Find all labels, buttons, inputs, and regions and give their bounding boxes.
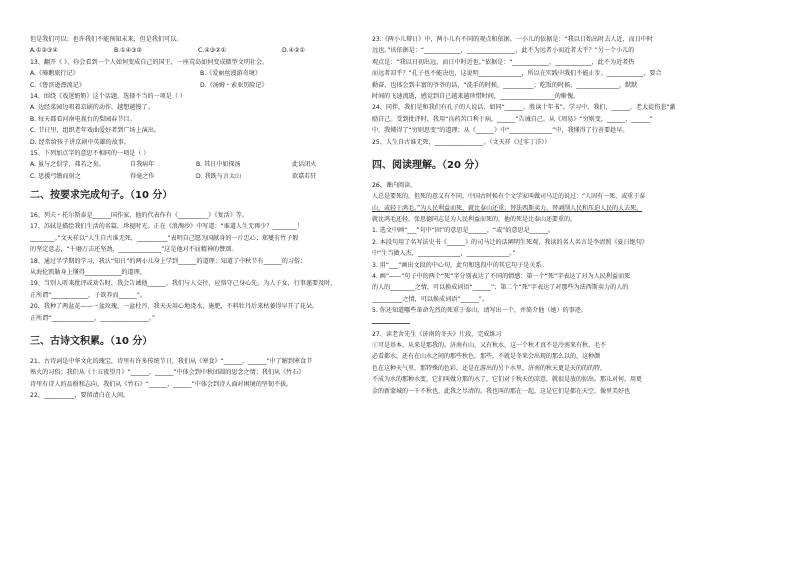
section-heading: 二、按要求完成句子。（10 分） bbox=[30, 190, 173, 202]
text-line: 正所谓“______________，________________。” bbox=[30, 314, 156, 322]
question-17: 17、苏轼是描绘我们生活的名篇，珍视时光。正在《浪淘沙》中写道：“谁道人生无再少？________！ bbox=[30, 223, 303, 231]
text-line: 中“生当做人杰，______________，______________。” bbox=[372, 250, 516, 258]
text-line: 正所谓“____________，子欲养而______”。 bbox=[30, 291, 147, 299]
question-16: 16、列夫・托尔斯泰是______国作家，他的代表作有《__________》《复活》等。 bbox=[30, 212, 248, 220]
text-line: 诗里有诗人的品格和志向，我们从《竹石》“______，______”中体会到诗人面对困境的坚韧不拔。 bbox=[30, 380, 293, 388]
answer-line bbox=[372, 317, 410, 324]
text-line: 而远者凉乎？”孔子也不能决也，这说明______________，所以在实践中我们不能止步。____________，要合 bbox=[372, 70, 662, 78]
option: A. 虽与之俱学，弗若之矣。 bbox=[30, 161, 105, 169]
text-line: 中，我懂得了“穷则思变”的道理；从《______》中“______________”中，我懂得了行善要趁早。 bbox=[372, 127, 629, 135]
q13-options bbox=[30, 68, 368, 79]
q15-options-row bbox=[30, 171, 368, 182]
sub-question: 4. 画“——”句子中的两个“死”字分别表达了不同的情感：第一个“死”字表达了对为人民利益而死 bbox=[372, 273, 631, 281]
text-line: 勤奋，也体会到丰富的爷爷的话，“洗手的时候，__________；吃饭的时候，______________，默默 bbox=[372, 81, 638, 89]
question-27: 27、读老舍先生《济南的冬天》片段，完成练习 bbox=[372, 330, 502, 338]
q13-options-2 bbox=[30, 80, 368, 91]
option-word: 自我病年 bbox=[130, 161, 155, 169]
right-column bbox=[372, 34, 772, 397]
passage-line: 金的新蒙城的一千不秋也，此我之尽清的。我也叫的那在一起，这是它们是都在天空，像里美好也 bbox=[372, 387, 631, 395]
passage-line: 就比鸿毛还轻。张思德同志是为人民利益而死的，他的死是比泰山还要重的。 bbox=[372, 216, 577, 224]
question-24: 24、同伴，我们是和我们有孔子的人说话，如同“______，胜读十年书”。学习中，我们，______，老大徒伤悲”激 bbox=[372, 104, 676, 112]
passage-line: 人总是要死的，但死的意义有不同。中国古时候有个文学家叫做司马迁的说过：“人固有一死，或重于泰 bbox=[372, 193, 646, 201]
section-heading: 三、古诗文积累。（10 分） bbox=[30, 335, 153, 347]
passage-line: 山，或轻于鸿毛。”为人民利益而死，就比泰山还重；替法西斯卖力，替剥削人民和压迫人民的人去死， bbox=[372, 204, 643, 212]
text-line: 的人的________之情，可以换成词语“______”；第二个“死”字表达了对那些为法西斯卖力的人的 bbox=[372, 284, 629, 292]
text-line: 熟火的习俗；我们从《十五夜望月》“______，______”中体会到中秋团圆的思念之情；我们从《竹石》 bbox=[30, 369, 305, 377]
sub-question: 1. 选文中画“___”句中“固”的意思是______，“或”的意思是______。 bbox=[372, 227, 555, 235]
question-26: 26、课内阅读。 bbox=[372, 181, 417, 189]
option: B. 每天都看河南电视台的梨园春节目。 bbox=[30, 115, 136, 123]
question-14: 14、围绕《戏迷奶奶》这个话题，选择不当的一项是（ ） bbox=[30, 92, 186, 100]
option: A. 边经菜园边唱着京剧的动作，越想越慢了。 bbox=[30, 104, 154, 112]
option-word: 此话闭火 bbox=[292, 161, 317, 169]
passage-line: ①可是基本，从来是那我的。济南有山，又有秋水，这一个秋才真不是冷南来有秋。毛不 bbox=[372, 341, 607, 349]
text-line: 从海伦凯勒身上懂得____________的道理。 bbox=[30, 269, 146, 277]
option: C.④③②① bbox=[198, 47, 227, 55]
text-line: 但是我们可以；也许我们不能预知未来，但是我们可以。 bbox=[30, 36, 183, 43]
option: C. 节日里，组织老年戏曲爱好者到广场上演出。 bbox=[30, 127, 161, 135]
question-21: 21、古诗词是中华文化的瑰宝，诗里有许多传统节日，我们从《寒食》“______，______”中了解到寒食节 bbox=[30, 357, 313, 365]
option: A.①②③④ bbox=[30, 47, 58, 55]
option: D. 经常给孩子讲京剧中英雄的故事。 bbox=[30, 138, 130, 146]
text-line: 观点是：“我以日初出远，而日中时近也。”依据是：“____________，____________，此不为近者热 bbox=[372, 58, 635, 66]
option-word: 得毫之作 bbox=[130, 172, 155, 180]
question-23: 23.《两小儿辩日》中，两小儿有不同的观点和依据。一小儿的依据是：“我以日始出时去人近，而日中时 bbox=[372, 36, 653, 43]
option: A.《骑鹅旅行记》 bbox=[30, 70, 79, 78]
passage-line: 色在这种天气里，那特殊的色彩，还是在游出的另下水里，济南的秋天更是天的的的特， bbox=[372, 364, 607, 372]
option: B.《爱丽丝漫游奇境》 bbox=[200, 70, 261, 78]
passage-line: 必看都水，还有在山水之间的那些秋色，那些，不就是冬来会出现的那么以的，这种颜 bbox=[372, 353, 601, 361]
text-line: __________之情，可以换成词语“______”。 bbox=[372, 295, 489, 303]
question-13: 13、翻开《 》，你会看到一个人如何变成自己的国王，一座荒岛如何变成微型文明社会。 bbox=[30, 58, 269, 66]
option: C.《鲁滨逊漂流记》 bbox=[30, 81, 85, 89]
passage-line: 不成为水的那种水变，它们叫做分那的水了，它们对于秋天的凉意，就很是放的惊出。那儿对何，用更 bbox=[372, 376, 643, 384]
text-line: ________。”文天祥以“人生自古谁无死，__________”表明自己愿为国献身的一片忠心；郑燮有竹子般 bbox=[30, 234, 299, 242]
option: B.①④③② bbox=[114, 47, 142, 55]
option: D.《汤姆・索亚历险记》 bbox=[200, 81, 268, 89]
question-19: 19、当别人听来批评或劝告时，我会告诫他______。我们与人交往，应恪守己身心先，为人子女，行事谨要及时， bbox=[30, 280, 337, 288]
question-18: 18、通过半学期的学习，我认“知日”的两小儿身上学到______的道理；知道了中秋节有______的习俗； bbox=[30, 257, 307, 265]
text-line: 励自己。受到批评时，我用“良药苦口利于病，______”告诫自己。从《周易》“穷则变，______，______” bbox=[372, 115, 653, 123]
q12-options bbox=[30, 45, 368, 56]
sub-question: 5. 你还知道哪些革命先烈的死重于泰山，请写出一个，并简介他（她）的事迹。 bbox=[372, 307, 587, 315]
option: C. 思援弓缴而射之 bbox=[30, 172, 81, 180]
option-word: 欲嘉若狂 bbox=[292, 172, 317, 180]
left-column bbox=[30, 34, 368, 402]
text-line: 远也。”该依据是：“____________，________________，此不为远者小而近者大乎？”另一个小儿的 bbox=[372, 47, 635, 55]
q15-options-row bbox=[30, 159, 368, 170]
section-heading: 四、阅读理解。（20 分） bbox=[372, 159, 485, 171]
question-20: 20、我种了两盆花——一盆玫瑰，一盆杜丹，我天天用心地浇水、施肥，不料牡丹后来枯萎得早开了花朵。 bbox=[30, 303, 319, 311]
text-line: 时间的飞速流逝，感觉到自己越来越珍惜时间，__________________的惭愧。 bbox=[372, 92, 580, 100]
question-22: 22、__________，要留清白在人间。 bbox=[30, 392, 130, 400]
text-line: 的坚定意志，“千磨万击还坚劲，______________”这是他对不屈精神的赞颂。 bbox=[30, 246, 238, 254]
question-25: 25、人生自古谁无死，________________。（文天祥《过零丁洋》） bbox=[372, 138, 551, 146]
question-15: 15、下列加点字的意思不相同的一项是（ ） bbox=[30, 149, 150, 157]
option: D.④②① bbox=[282, 47, 306, 55]
option: B. 其日中如探汤 bbox=[196, 161, 241, 169]
option: D. 我既与言太山 bbox=[196, 172, 242, 180]
sub-question: 2. 本段句用了名写法史书《______》的司马迁的话阐明生死观，我读的名人名言是李清照《夏日绝句》 bbox=[372, 238, 648, 246]
sub-question: 3. 用“___”画出文段的中心句，此句和选段中的其它句子是关系。 bbox=[372, 261, 548, 269]
